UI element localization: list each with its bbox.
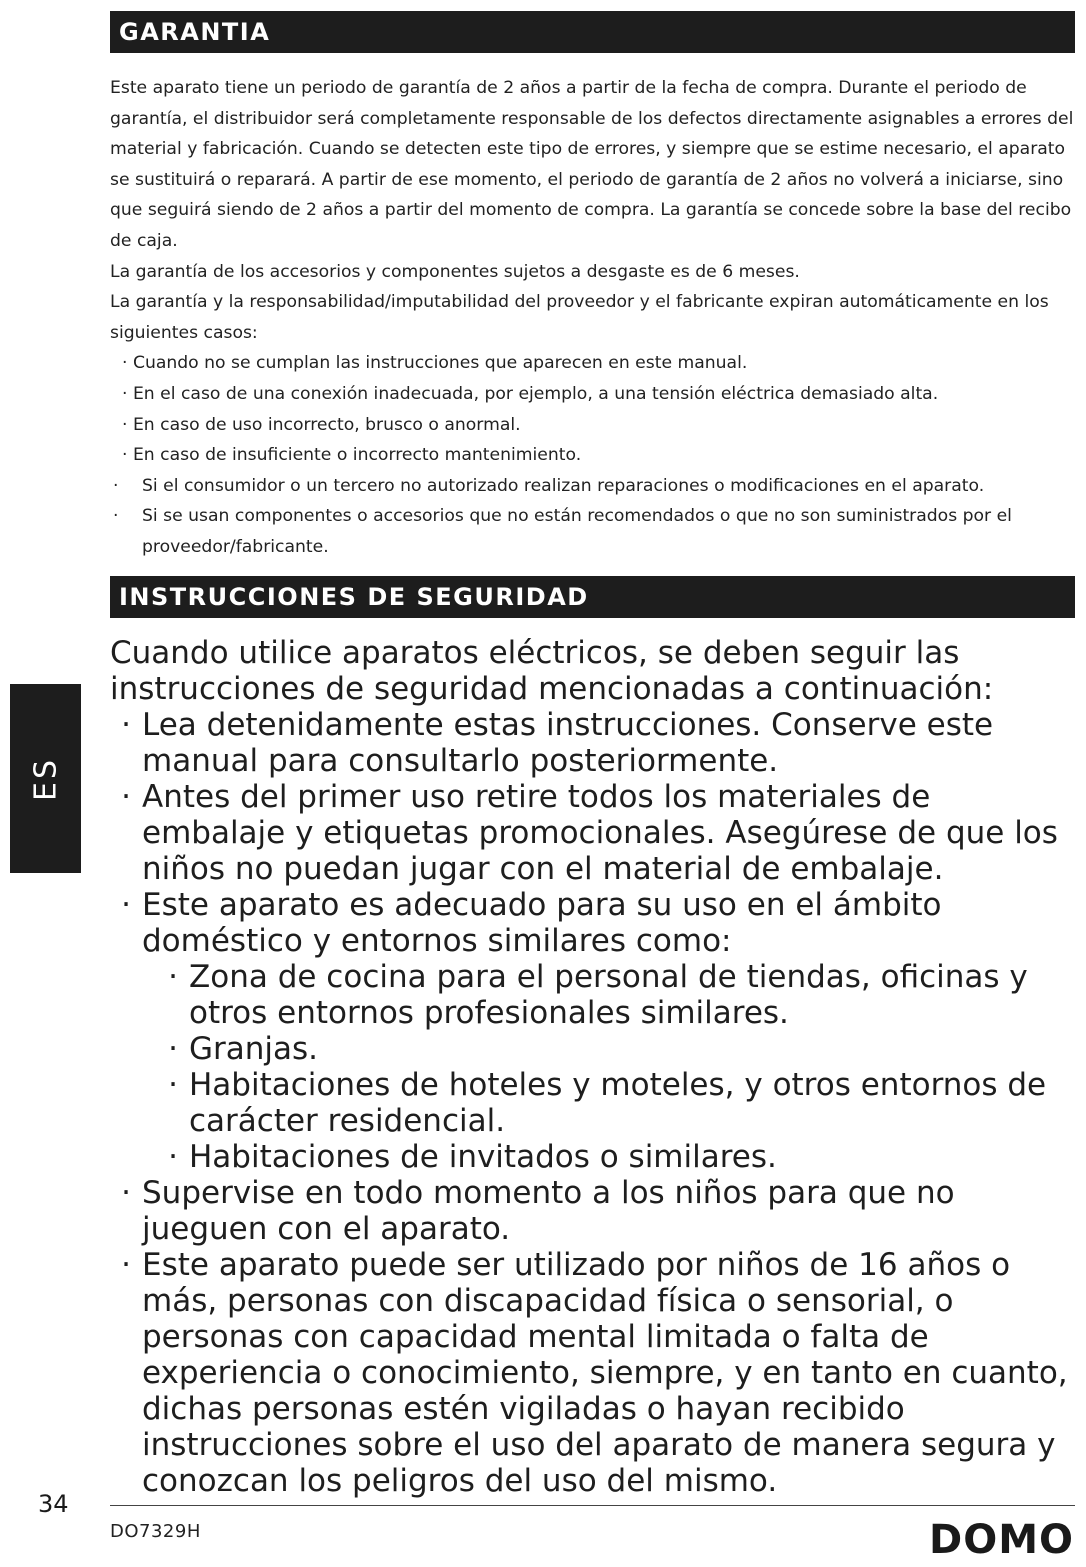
- safety-subitem: [110, 1031, 1075, 1067]
- safety-item-text: Lea detenidamente estas instrucciones. Conserve este manual para consultarlo posteriormente.: [142, 707, 994, 779]
- safety-item-text: Antes del primer uso retire todos los materiales de embalaje y etiquetas promocionales. Asegúrese de que los niños no puedan jugar con el material de embalaje.: [142, 779, 1058, 887]
- bullet-text: En el caso de una conexión inadecuada, por ejemplo, a una tensión eléctrica demasiado alta.: [132, 383, 939, 404]
- garantia-bullet: [110, 379, 1075, 410]
- safety-item: [110, 1247, 1075, 1499]
- bullet-dot: ·: [121, 887, 131, 923]
- garantia-paragraph: La garantía y la responsabilidad/imputabilidad del proveedor y el fabricante expiran automáticamente en los siguientes casos:: [110, 292, 1049, 343]
- language-tab: [10, 684, 81, 873]
- garantia-paragraph: La garantía de los accesorios y componentes sujetos a desgaste es de 6 meses.: [110, 261, 800, 282]
- safety-item: [110, 779, 1075, 887]
- safety-item: [110, 1175, 1075, 1247]
- safety-item-text: Este aparato puede ser utilizado por niños de 16 años o más, personas con discapacidad física o sensorial, o personas con capacidad mental limitada o falta de experiencia o conocimiento, siempre, y en tanto en cuanto, dichas personas estén vigiladas o hayan recibido instrucciones sobre el uso del aparato de manera segura y conozcan los peligros del uso del mismo.: [142, 1247, 1068, 1499]
- footer-divider: [110, 1505, 1075, 1506]
- model-number: DO7329H: [110, 1521, 201, 1542]
- brand-logo: DOMO: [928, 1517, 1074, 1563]
- seguridad-intro: Cuando utilice aparatos eléctricos, se deben seguir las instrucciones de seguridad mencionadas a continuación:: [110, 635, 994, 707]
- garantia-bullet: [110, 348, 1075, 379]
- bullet-dot: ·: [121, 1247, 131, 1283]
- safety-subitem: [110, 1067, 1075, 1139]
- safety-item: [110, 887, 1075, 959]
- safety-item-text: Supervise en todo momento a los niños para que no jueguen con el aparato.: [142, 1175, 955, 1247]
- safety-subitem-text: Habitaciones de hoteles y moteles, y otros entornos de carácter residencial.: [189, 1067, 1047, 1139]
- garantia-bullet: [110, 410, 1075, 441]
- bullet-dot: ·: [168, 1139, 178, 1175]
- bullet-dot: ·: [122, 353, 128, 374]
- bullet-text: Si se usan componentes o accesorios que no están recomendados o que no son suministrados por el proveedor/fabricante.: [142, 506, 1012, 557]
- safety-subitem: [110, 959, 1075, 1031]
- bullet-dot: ·: [113, 475, 119, 496]
- safety-subitem-text: Habitaciones de invitados o similares.: [189, 1139, 777, 1175]
- section-title-garantia: GARANTIA: [119, 18, 271, 46]
- section-header-garantia: [110, 11, 1075, 53]
- seguridad-body: [110, 635, 1075, 1499]
- bullet-dot: ·: [122, 414, 128, 435]
- bullet-text: Si el consumidor o un tercero no autorizado realizan reparaciones o modificaciones en el aparato.: [142, 475, 985, 496]
- bullet-dot: ·: [121, 1175, 131, 1211]
- safety-item: [110, 707, 1075, 779]
- safety-subitem-text: Granjas.: [189, 1031, 319, 1067]
- garantia-body: [110, 73, 1075, 563]
- section-title-seguridad: INSTRUCCIONES DE SEGURIDAD: [119, 583, 589, 611]
- garantia-bullet: [110, 440, 1075, 471]
- bullet-text: En caso de insuficiente o incorrecto mantenimiento.: [132, 445, 582, 466]
- bullet-dot: ·: [121, 707, 131, 743]
- bullet-dot: ·: [113, 506, 119, 527]
- bullet-text: En caso de uso incorrecto, brusco o anormal.: [132, 414, 521, 435]
- page-number: 34: [38, 1490, 69, 1518]
- safety-subitem-text: Zona de cocina para el personal de tiendas, oficinas y otros entornos profesionales similares.: [189, 959, 1028, 1031]
- section-header-seguridad: [110, 576, 1075, 618]
- bullet-dot: ·: [168, 1067, 178, 1103]
- safety-item-text: Este aparato es adecuado para su uso en el ámbito doméstico y entornos similares como:: [142, 887, 942, 959]
- bullet-dot: ·: [121, 779, 131, 815]
- garantia-bullet-indented: [110, 501, 1075, 562]
- garantia-paragraph: Este aparato tiene un periodo de garantía de 2 años a partir de la fecha de compra. Durante el periodo de garantía, el distribuidor será completamente responsable de los defectos directamente asignables a errores del material y fabricación. Cuando se detecten este tipo de errores, y siempre que se estime necesario, el aparato se sustituirá o reparará. A partir de ese momento, el periodo de garantía de 2 años no volverá a iniciarse, sino que seguirá siendo de 2 años a partir del momento de compra. La garantía se concede sobre la base del recibo de caja.: [110, 78, 1074, 251]
- safety-subitem: [110, 1139, 1075, 1175]
- bullet-dot: ·: [168, 959, 178, 995]
- bullet-dot: ·: [122, 383, 128, 404]
- garantia-bullet-indented: [110, 471, 1075, 502]
- language-tab-label: ES: [28, 756, 63, 801]
- bullet-text: Cuando no se cumplan las instrucciones que aparecen en este manual.: [132, 353, 748, 374]
- bullet-dot: ·: [122, 445, 128, 466]
- bullet-dot: ·: [168, 1031, 178, 1067]
